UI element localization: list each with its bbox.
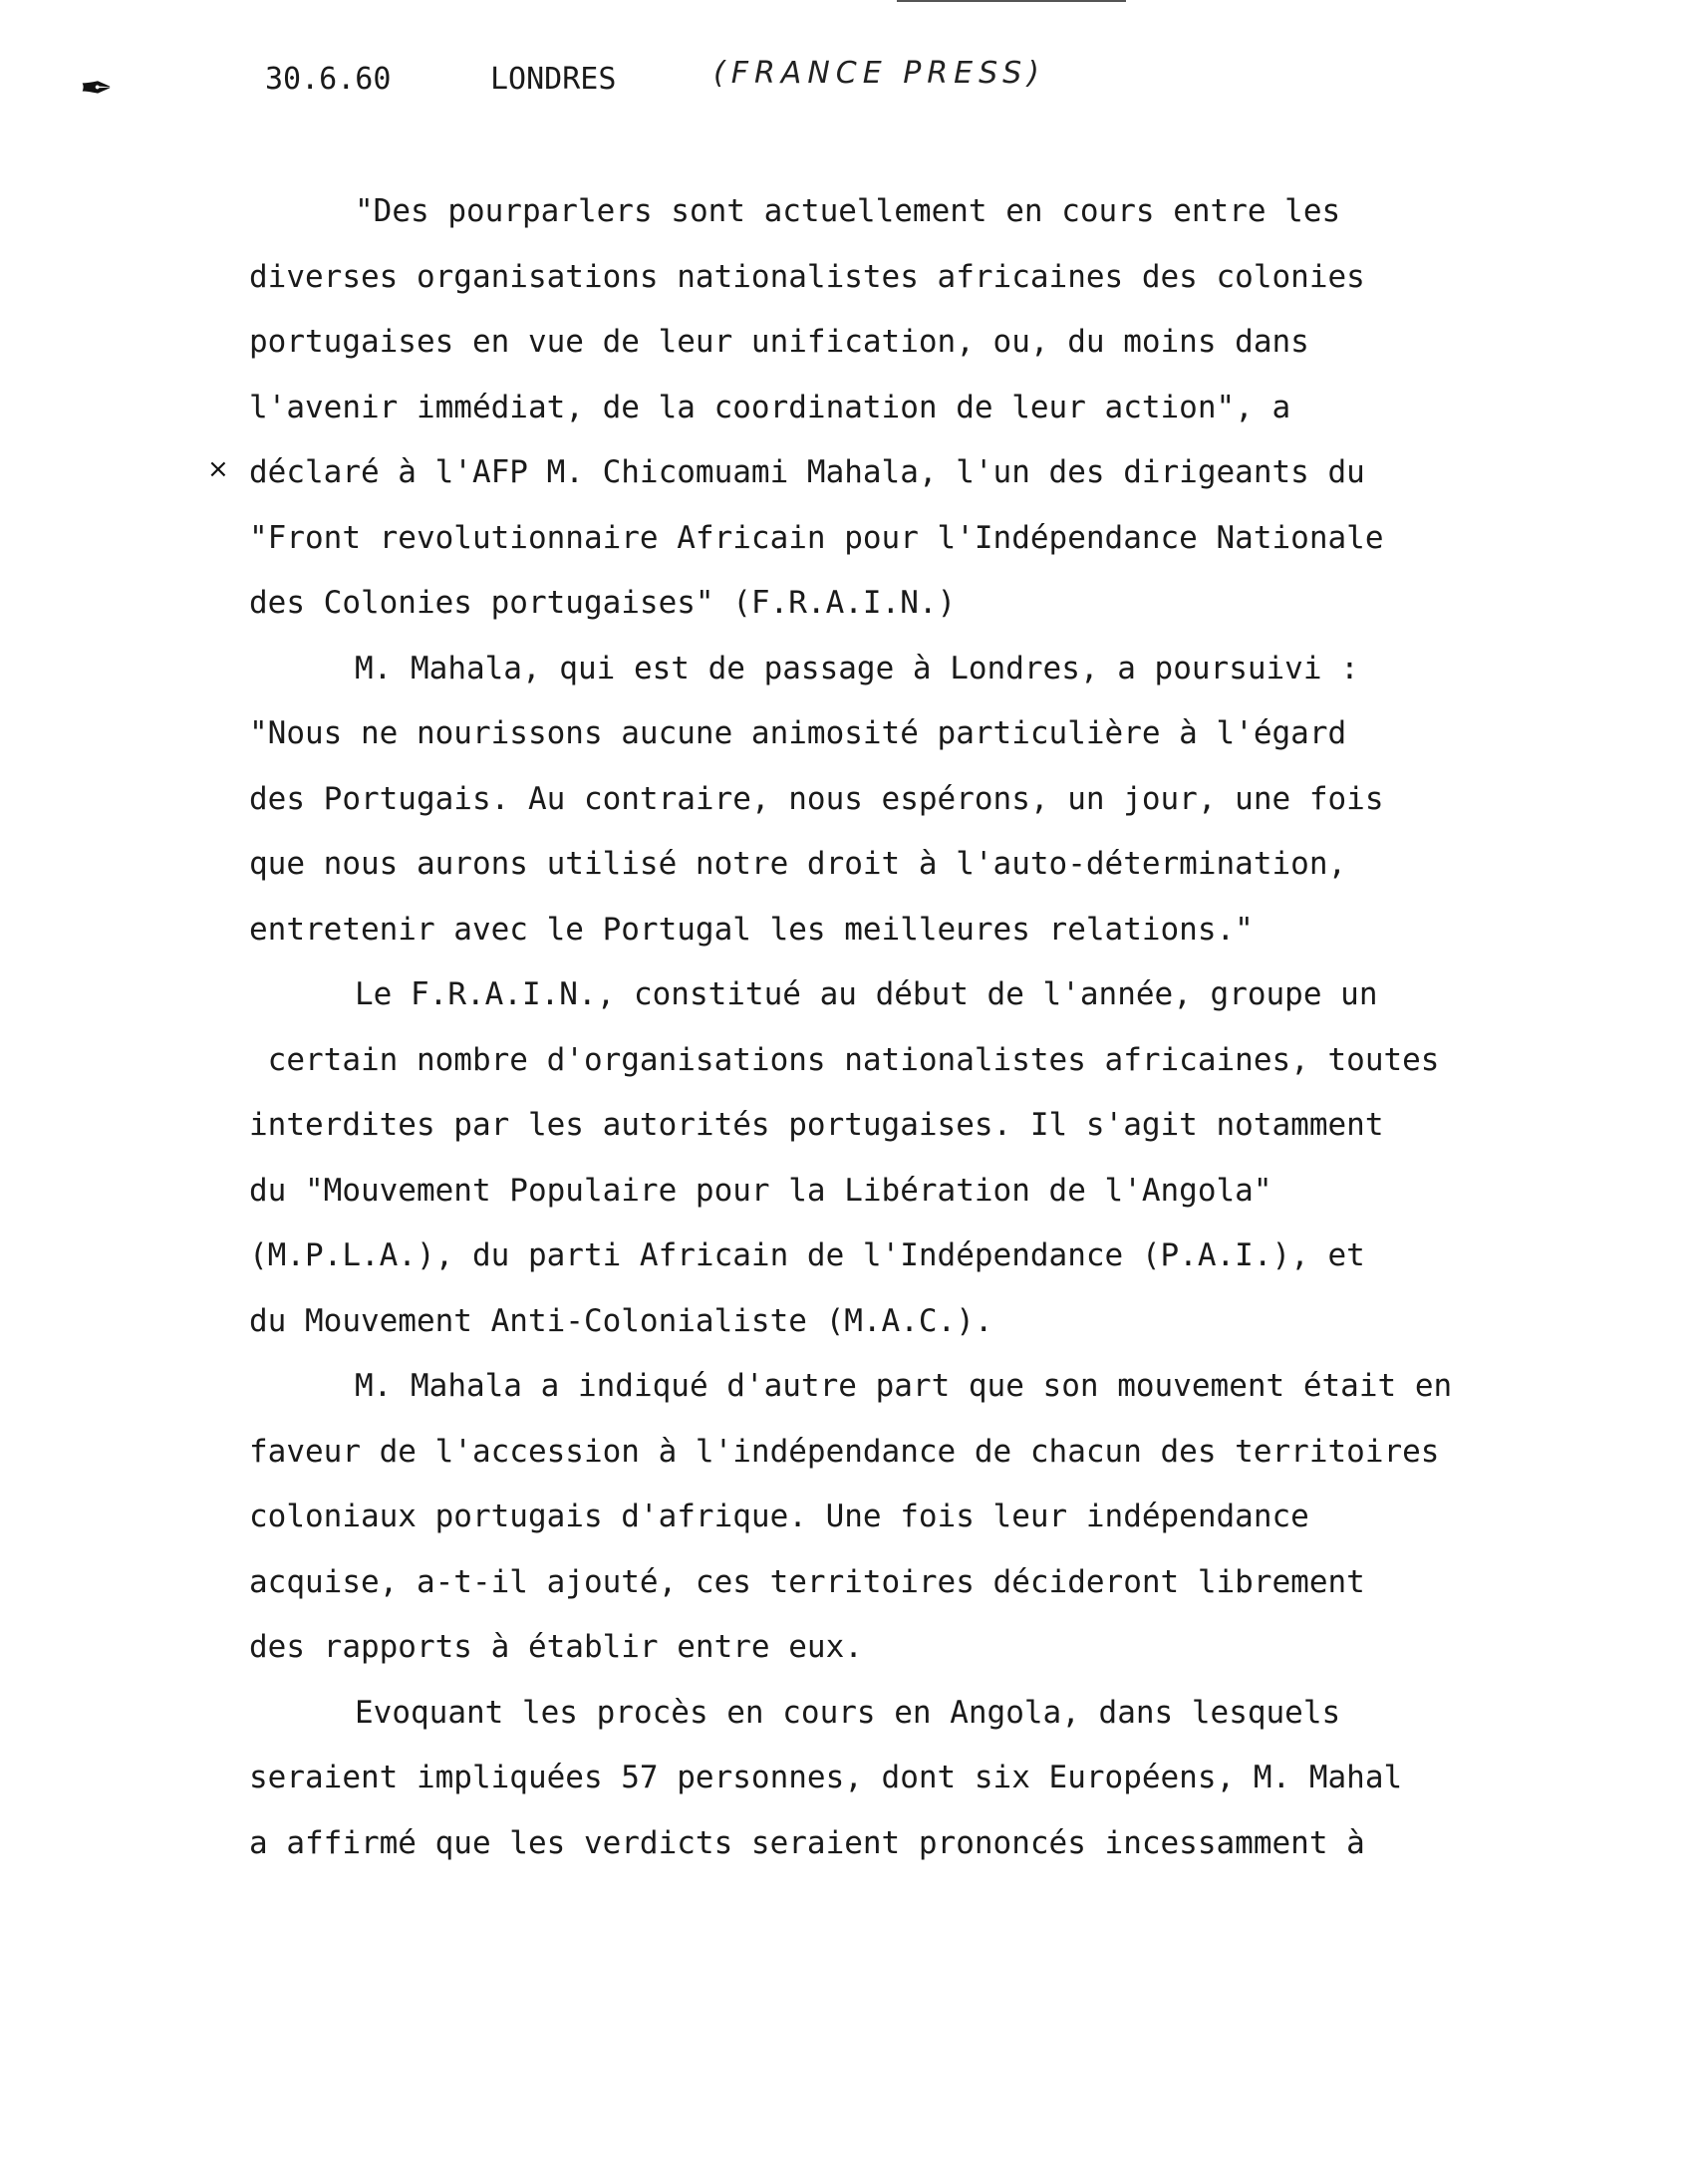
text-line: "Front revolutionnaire Africain pour l'Indépendance Nationale — [249, 519, 1384, 556]
paragraph — [249, 637, 1584, 963]
text-line: seraient impliquées 57 personnes, dont six Européens, M. Mahal — [249, 1760, 1403, 1795]
text-line: "Des pourparlers sont actuellement en cours entre les — [355, 193, 1341, 229]
text-line: entretenir avec le Portugal les meilleures relations." — [249, 911, 1254, 948]
text-line: Evoquant les procès en cours en Angola, dans lesquels — [355, 1694, 1341, 1731]
dispatch-body — [249, 179, 1584, 1876]
dispatch-source-handwritten: (FRANCE PRESS) — [713, 56, 1045, 91]
text-line: portugaises en vue de leur unification, ou, du moins dans — [249, 324, 1309, 360]
text-line: du "Mouvement Populaire pour la Libération de l'Angola" — [249, 1172, 1272, 1209]
text-line: des Colonies portugaises" (F.R.A.I.N.) — [249, 585, 957, 621]
dispatch-date: 30.6.60 — [265, 62, 392, 97]
text-line: acquise, a-t-il ajouté, ces territoires décideront librement — [249, 1563, 1365, 1600]
text-line: des rapports à établir entre eux. — [249, 1629, 863, 1665]
margin-annotation-mark: × — [207, 454, 229, 484]
text-line: diverses organisations nationalistes africaines des colonies — [249, 258, 1365, 295]
text-line: des Portugais. Au contraire, nous espérons, un jour, une fois — [249, 780, 1384, 817]
text-line: certain nombre d'organisations nationalistes africaines, toutes — [249, 1041, 1440, 1078]
text-line: faveur de l'accession à l'indépendance de chacun des territoires — [249, 1433, 1440, 1470]
text-line: du Mouvement Anti-Colonialiste (M.A.C.). — [249, 1302, 993, 1339]
paragraph — [249, 962, 1584, 1354]
text-line: déclaré à l'AFP M. Chicomuami Mahala, l'un des dirigeants du — [249, 454, 1365, 490]
text-line: (M.P.L.A.), du parti Africain de l'Indépendance (P.A.I.), et — [249, 1237, 1365, 1273]
top-edge-line — [897, 0, 1126, 2]
text-line: que nous aurons utilisé notre droit à l'auto-détermination, — [249, 846, 1347, 882]
paragraph — [249, 1354, 1584, 1681]
text-line: M. Mahala a indiqué d'autre part que son mouvement était en — [355, 1368, 1453, 1404]
text-line: interdites par les autorités portugaises. Il s'agit notamment — [249, 1107, 1384, 1143]
text-line: "Nous ne nourissons aucune animosité particulière à l'égard — [249, 715, 1347, 751]
text-line: Le F.R.A.I.N., constitué au début de l'année, groupe un — [355, 976, 1378, 1012]
text-line: M. Mahala, qui est de passage à Londres, a poursuivi : — [355, 650, 1359, 686]
text-line: l'avenir immédiat, de la coordination de leur action", a — [249, 389, 1291, 425]
paragraph — [249, 1681, 1584, 1877]
dispatch-city: LONDRES — [490, 62, 617, 97]
text-line: coloniaux portugais d'afrique. Une fois leur indépendance — [249, 1499, 1309, 1534]
text-line: a affirmé que les verdicts seraient prononcés incessamment à — [249, 1824, 1365, 1861]
ink-blot-mark: ✒ — [80, 66, 114, 112]
paragraph — [249, 179, 1584, 637]
